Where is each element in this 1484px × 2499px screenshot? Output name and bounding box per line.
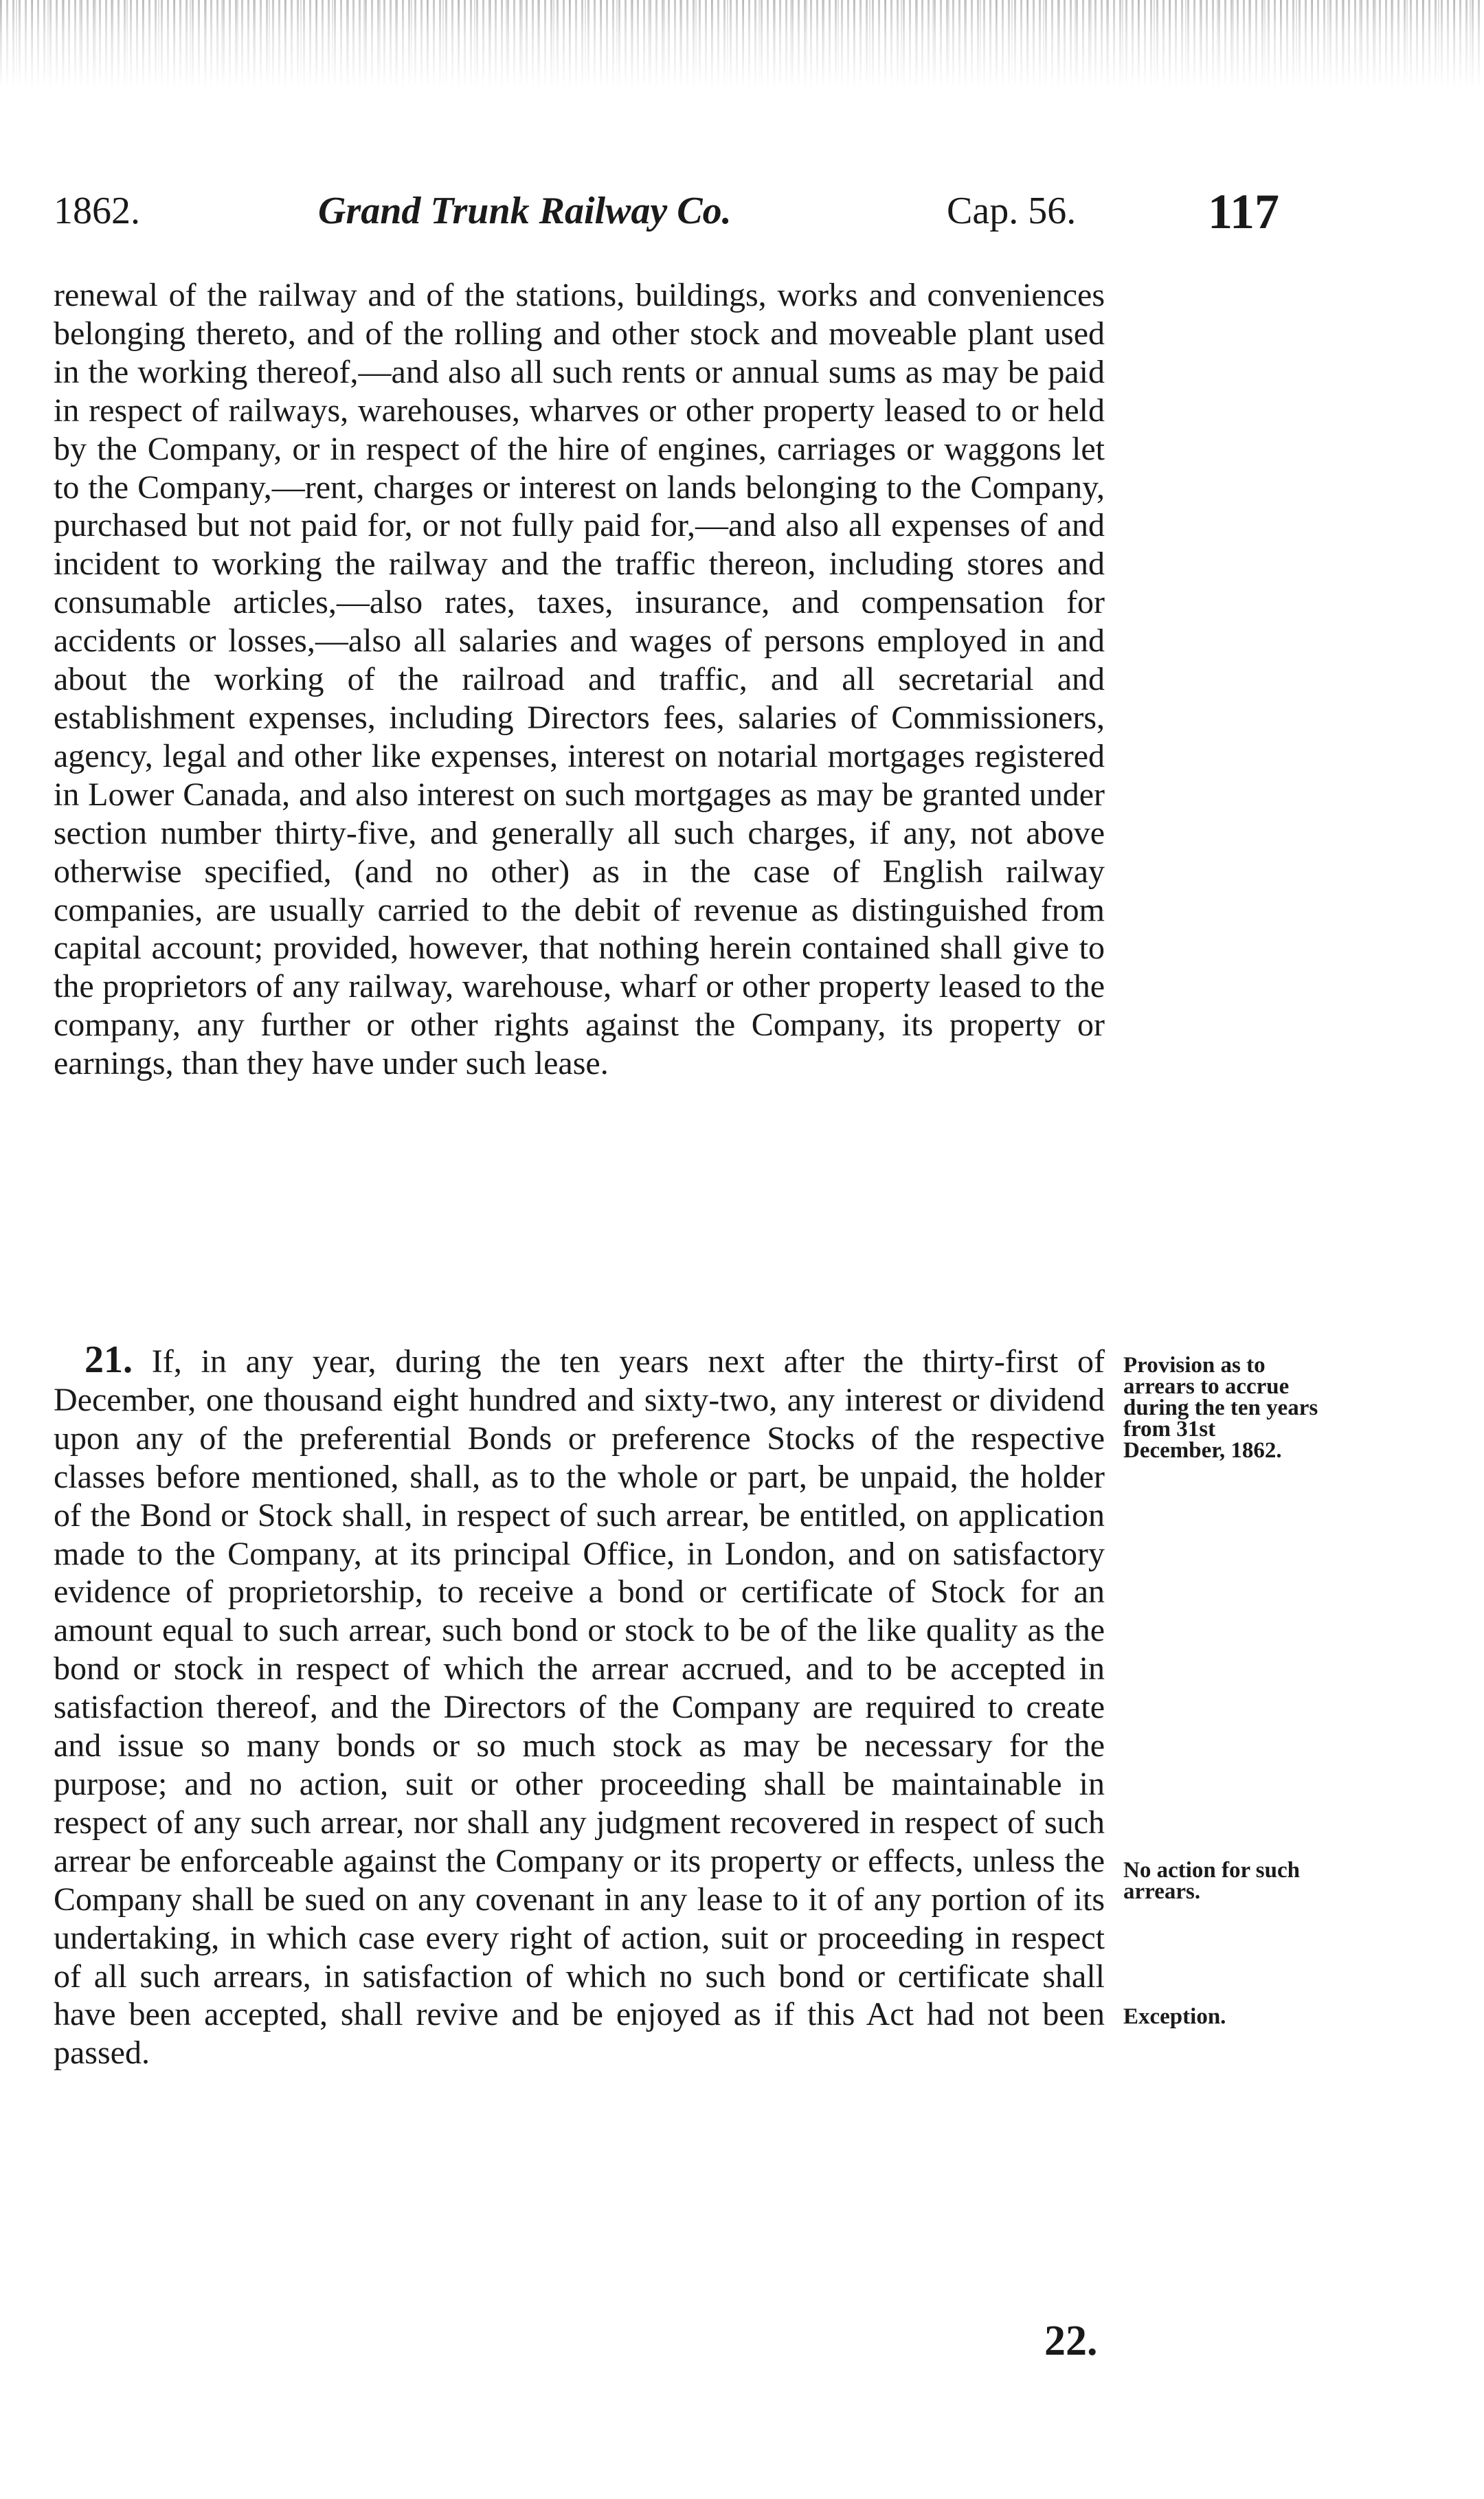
margin-note-no-action: No action for such arrears. [1123,1858,1300,1904]
header-chapter: Cap. 56. [947,190,1077,232]
catchword: 22. [1044,2318,1098,2364]
page-number: 117 [1208,184,1280,239]
margin-note-exception: Exception. [1123,2004,1226,2029]
header-title: Grand Trunk Railway Co. [318,190,732,232]
running-header [54,184,1297,244]
section-number: 21. [85,1338,133,1381]
paragraph-continuation: renewal of the railway and of the stations, buildings, works and conveniences belonging thereto, and of the rolling and other stock and moveable plant used in the working thereof,—and also all such rents or annual sums as may be paid in respect of railways, warehouses, wharves or other property leased to or held by the Company, or in respect of the hire of engines, carriages or waggons let to the Company,—rent, charges or interest on lands belonging to the Company, purchased but not paid for, or not fully paid for,—and also all expenses of and incident to working the railway and the traffic thereon, including stores and consumable articles,—also rates, taxes, insurance, and compensation for accidents or losses,—also all salaries and wages of persons employed in and about the working of the railroad and traffic, and all secretarial and establishment expenses, including Directors fees, salaries of Commissioners, agency, legal and other like expenses, interest on notarial mortgages registered in Lower Canada, and also interest on such mortgages as may be granted under section number thirty-five, and generally all such charges, if any, not above otherwise specified, (and no other) as in the case of English railway companies, are usually carried to the debit of revenue as distinguished from capital account; provided, however, that nothing herein contained shall give to the proprietors of any railway, warehouse, wharf or other property leased to the company, any further or other rights against the Company, its property or earnings, than they have under such lease. [54,277,1105,1082]
paragraph-section-21 [54,1338,1105,2072]
scan-edge-noise [0,0,1484,89]
margin-note-provision: Provision as to arrears to accrue during the ten years from 31st December, 1862. [1123,1353,1318,1463]
header-year: 1862. [54,190,140,232]
section-text: If, in any year, during the ten years next after the thirty-first of December, one thousand eight hundred and sixty-two, any interest or dividend upon any of the preferential Bonds or preference Stocks of the respective classes before mentioned, shall, as to the whole or part, be unpaid, the holder of the Bond or Stock shall, in respect of such arrear, be entitled, on application made to the Company, at its principal Office, in London, and on satisfactory evidence of proprietorship, to receive a bond or certificate of Stock for an amount equal to such arrear, such bond or stock to be of the like quality as the bond or stock in respect of which the arrear accrued, and to be accepted in satisfaction thereof, and the Directors of the Company are required to create and issue so many bonds or so much stock as may be necessary for the purpose; and no action, suit or other proceeding shall be maintainable in respect of any such arrear, nor shall any judgment recovered in respect of such arrear be enforceable against the Company or its property or effects, unless the Company shall be sued on any covenant in any lease to it of any portion of its undertaking, in which case every right of action, suit or proceeding in respect of all such arrears, in satisfaction of which no such bond or certificate shall have been accepted, shall revive and be enjoyed as if this Act had not been passed. [54,1343,1105,2072]
